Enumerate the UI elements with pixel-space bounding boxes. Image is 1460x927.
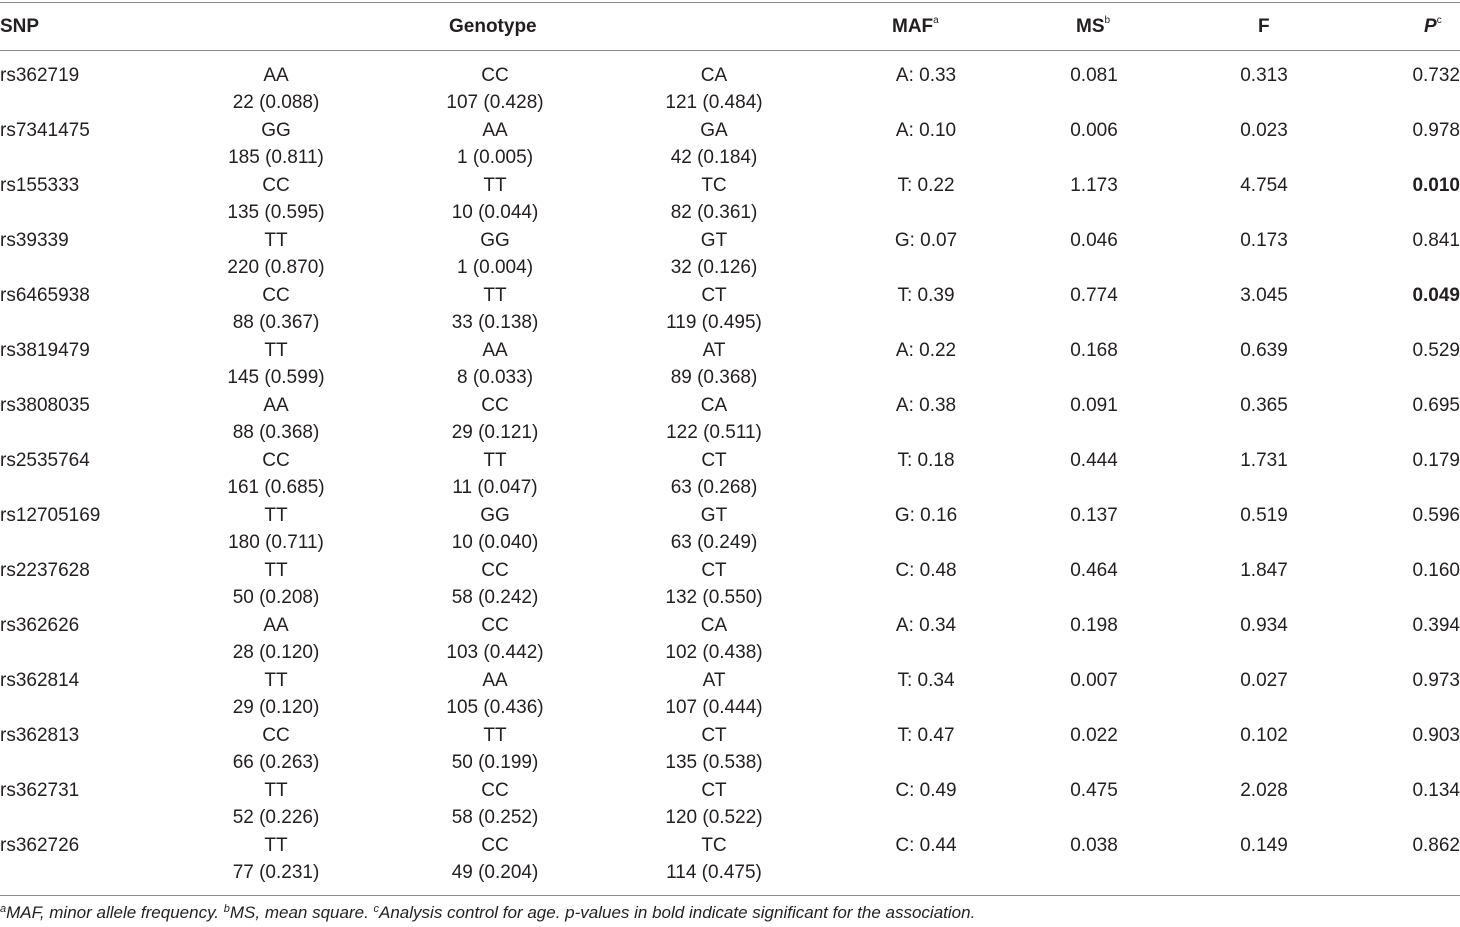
- genotype-1-label: TT: [264, 505, 288, 526]
- genotype-2-label: AA: [482, 120, 508, 141]
- ms-cell: 0.007: [1070, 670, 1118, 691]
- genotype-1-label: TT: [264, 230, 288, 251]
- f-cell: 0.519: [1240, 505, 1288, 526]
- genotype-3-count: 63 (0.249): [670, 532, 758, 553]
- genotype-3-count: 119 (0.495): [666, 312, 762, 333]
- genotype-2-count: 105 (0.436): [446, 697, 544, 718]
- snp-cell: rs362726: [0, 835, 80, 856]
- genotype-2-label: CC: [481, 615, 509, 636]
- snp-cell: rs362719: [0, 65, 80, 86]
- p-value-cell: 0.529: [1412, 340, 1460, 361]
- snp-cell: rs7341475: [0, 120, 90, 141]
- ms-cell: 0.081: [1070, 65, 1118, 86]
- table-footnote: [0, 903, 975, 923]
- genotype-2-count: 33 (0.138): [451, 312, 539, 333]
- genotype-2-label: AA: [482, 670, 508, 691]
- genotype-3-label: CT: [701, 560, 727, 581]
- maf-cell: C: 0.49: [895, 780, 957, 801]
- genotype-3-count: 121 (0.484): [665, 92, 763, 113]
- footnote-c-text: Analysis control for age. p-values in bold indicate significant for the association.: [379, 903, 976, 922]
- genotype-3-label: GT: [700, 230, 728, 251]
- genotype-1-label: TT: [264, 670, 288, 691]
- ms-cell: 0.444: [1070, 450, 1118, 471]
- ms-cell: 0.091: [1070, 395, 1118, 416]
- f-cell: 0.173: [1240, 230, 1288, 251]
- genotype-2-count: 1 (0.004): [456, 257, 534, 278]
- maf-cell: T: 0.39: [897, 285, 955, 306]
- ms-cell: 0.137: [1070, 505, 1118, 526]
- genotype-1-count: 135 (0.595): [227, 202, 325, 223]
- genotype-2-count: 103 (0.442): [446, 642, 544, 663]
- genotype-3-count: 120 (0.522): [665, 807, 763, 828]
- footnote-b-mark: b: [223, 903, 230, 915]
- f-cell: 1.847: [1240, 560, 1288, 581]
- genotype-1-label: CC: [262, 285, 290, 306]
- table-row: [0, 557, 1460, 612]
- table-header-rule: [0, 50, 1460, 51]
- genotype-2-label: GG: [480, 505, 510, 526]
- genotype-3-label: CA: [700, 615, 728, 636]
- ms-cell: 0.038: [1070, 835, 1118, 856]
- maf-cell: T: 0.22: [897, 175, 955, 196]
- genotype-1-count: 52 (0.226): [232, 807, 320, 828]
- table-row: [0, 502, 1460, 557]
- table-row: [0, 777, 1460, 832]
- table-row: [0, 392, 1460, 447]
- table-row: [0, 62, 1460, 117]
- f-cell: 0.365: [1240, 395, 1288, 416]
- snp-cell: rs362626: [0, 615, 80, 636]
- ms-cell: 0.475: [1070, 780, 1118, 801]
- genotype-3-label: GT: [700, 505, 728, 526]
- genotype-3-label: AT: [702, 670, 726, 691]
- table-row: [0, 832, 1460, 887]
- genotype-1-count: 77 (0.231): [232, 862, 320, 883]
- table-row: [0, 282, 1460, 337]
- snp-cell: rs362814: [0, 670, 80, 691]
- header-maf-footnote-mark: a: [933, 15, 939, 26]
- ms-cell: 0.774: [1070, 285, 1118, 306]
- genotype-1-count: 50 (0.208): [232, 587, 320, 608]
- snp-cell: rs2535764: [0, 450, 90, 471]
- p-value-cell: 0.049: [1412, 285, 1460, 306]
- table-row: [0, 667, 1460, 722]
- maf-cell: T: 0.47: [897, 725, 955, 746]
- genotype-2-count: 50 (0.199): [451, 752, 539, 773]
- genotype-2-count: 58 (0.242): [451, 587, 539, 608]
- genotype-2-count: 107 (0.428): [446, 92, 544, 113]
- genotype-1-label: CC: [262, 175, 290, 196]
- table-bottom-rule: [0, 895, 1460, 896]
- maf-cell: A: 0.22: [895, 340, 957, 361]
- maf-cell: G: 0.07: [894, 230, 958, 251]
- p-value-cell: 0.732: [1412, 65, 1460, 86]
- header-snp: SNP: [0, 16, 40, 37]
- header-maf: [892, 16, 939, 38]
- p-value-cell: 0.134: [1412, 780, 1460, 801]
- header-f: F: [1258, 16, 1270, 37]
- genotype-3-count: 107 (0.444): [665, 697, 763, 718]
- genotype-2-label: CC: [481, 560, 509, 581]
- f-cell: 0.313: [1240, 65, 1288, 86]
- f-cell: 0.934: [1240, 615, 1288, 636]
- maf-cell: A: 0.33: [895, 65, 957, 86]
- genotype-2-label: CC: [481, 395, 509, 416]
- genotype-3-count: 42 (0.184): [670, 147, 758, 168]
- genotype-1-count: 66 (0.263): [232, 752, 320, 773]
- p-value-cell: 0.973: [1412, 670, 1460, 691]
- footnote-c-mark: c: [373, 903, 380, 915]
- genotype-1-count: 185 (0.811): [228, 147, 324, 168]
- genotype-3-label: CT: [701, 725, 727, 746]
- genotype-3-label: CT: [701, 780, 727, 801]
- genotype-1-label: TT: [264, 340, 288, 361]
- table-header: [0, 0, 1460, 50]
- genotype-2-label: TT: [483, 175, 507, 196]
- genotype-3-label: CT: [701, 450, 727, 471]
- genotype-1-count: 29 (0.120): [232, 697, 320, 718]
- genotype-1-count: 88 (0.367): [232, 312, 320, 333]
- genotype-3-label: CA: [700, 65, 728, 86]
- genotype-2-label: CC: [481, 835, 509, 856]
- snp-cell: rs155333: [0, 175, 80, 196]
- snp-cell: rs39339: [0, 230, 69, 251]
- genotype-2-count: 29 (0.121): [451, 422, 539, 443]
- table-row: [0, 227, 1460, 282]
- genotype-3-count: 32 (0.126): [670, 257, 758, 278]
- f-cell: 0.023: [1240, 120, 1288, 141]
- genotype-1-label: AA: [263, 65, 289, 86]
- snp-cell: rs362731: [0, 780, 80, 801]
- p-value-cell: 0.160: [1412, 560, 1460, 581]
- genotype-1-count: 22 (0.088): [232, 92, 320, 113]
- genotype-2-count: 10 (0.040): [451, 532, 539, 553]
- genotype-3-label: CA: [700, 395, 728, 416]
- genotype-2-label: TT: [483, 285, 507, 306]
- genotype-1-label: TT: [264, 780, 288, 801]
- genotype-2-count: 58 (0.252): [451, 807, 539, 828]
- snp-cell: rs12705169: [0, 505, 101, 526]
- header-ms-footnote-mark: b: [1104, 15, 1111, 26]
- header-ms: [1076, 16, 1110, 38]
- genotype-1-count: 145 (0.599): [227, 367, 325, 388]
- p-value-cell: 0.903: [1412, 725, 1460, 746]
- genotype-3-count: 102 (0.438): [665, 642, 763, 663]
- genotype-1-count: 28 (0.120): [232, 642, 320, 663]
- genotype-3-count: 122 (0.511): [666, 422, 762, 443]
- p-value-cell: 0.841: [1412, 230, 1460, 251]
- maf-cell: G: 0.16: [894, 505, 958, 526]
- genotype-2-label: CC: [481, 65, 509, 86]
- header-p: [1424, 16, 1442, 38]
- ms-cell: 0.464: [1070, 560, 1118, 581]
- snp-cell: rs3808035: [0, 395, 90, 416]
- genotype-3-count: 132 (0.550): [665, 587, 763, 608]
- maf-cell: A: 0.10: [895, 120, 957, 141]
- genotype-2-count: 1 (0.005): [456, 147, 534, 168]
- genotype-1-label: AA: [263, 395, 289, 416]
- table-row: [0, 447, 1460, 502]
- f-cell: 1.731: [1240, 450, 1288, 471]
- genotype-3-label: TC: [701, 835, 727, 856]
- genotype-1-count: 220 (0.870): [227, 257, 325, 278]
- maf-cell: T: 0.34: [897, 670, 955, 691]
- genotype-3-count: 63 (0.268): [670, 477, 758, 498]
- header-ms-label: MS: [1076, 16, 1105, 37]
- genotype-1-count: 88 (0.368): [232, 422, 320, 443]
- p-value-cell: 0.695: [1412, 395, 1460, 416]
- ms-cell: 0.022: [1070, 725, 1118, 746]
- genotype-2-label: GG: [480, 230, 510, 251]
- genotype-3-count: 135 (0.538): [665, 752, 763, 773]
- genotype-3-count: 89 (0.368): [670, 367, 758, 388]
- genotype-2-label: AA: [482, 340, 508, 361]
- genotype-1-count: 180 (0.711): [228, 532, 324, 553]
- genotype-1-count: 161 (0.685): [227, 477, 325, 498]
- genotype-3-count: 114 (0.475): [666, 862, 762, 883]
- header-p-footnote-mark: c: [1436, 15, 1442, 26]
- genotype-2-label: TT: [483, 725, 507, 746]
- footnote-a-text: MAF, minor allele frequency.: [6, 903, 224, 922]
- f-cell: 0.102: [1240, 725, 1288, 746]
- ms-cell: 0.168: [1070, 340, 1118, 361]
- genotype-2-label: TT: [483, 450, 507, 471]
- genotype-2-count: 49 (0.204): [451, 862, 539, 883]
- p-value-cell: 0.862: [1412, 835, 1460, 856]
- p-value-cell: 0.596: [1412, 505, 1460, 526]
- genotype-2-label: CC: [481, 780, 509, 801]
- footnote-b-text: MS, mean square.: [229, 903, 374, 922]
- genotype-3-label: TC: [701, 175, 727, 196]
- f-cell: 0.639: [1240, 340, 1288, 361]
- f-cell: 0.027: [1240, 670, 1288, 691]
- maf-cell: T: 0.18: [897, 450, 955, 471]
- p-value-cell: 0.978: [1412, 120, 1460, 141]
- genotype-1-label: AA: [263, 615, 289, 636]
- genotype-1-label: CC: [262, 725, 290, 746]
- table-row: [0, 722, 1460, 777]
- maf-cell: A: 0.38: [895, 395, 957, 416]
- p-value-cell: 0.010: [1412, 175, 1460, 196]
- header-genotype: Genotype: [449, 16, 537, 37]
- genotype-1-label: GG: [261, 120, 291, 141]
- table-row: [0, 172, 1460, 227]
- header-p-label: P: [1424, 16, 1437, 37]
- maf-cell: A: 0.34: [895, 615, 957, 636]
- footnote-a-mark: a: [0, 903, 7, 915]
- genotype-3-label: AT: [702, 340, 726, 361]
- genotype-3-label: CT: [701, 285, 727, 306]
- maf-cell: C: 0.44: [895, 835, 957, 856]
- table-row: [0, 117, 1460, 172]
- p-value-cell: 0.179: [1412, 450, 1460, 471]
- snp-cell: rs6465938: [0, 285, 90, 306]
- f-cell: 2.028: [1240, 780, 1288, 801]
- ms-cell: 0.046: [1070, 230, 1118, 251]
- f-cell: 3.045: [1240, 285, 1288, 306]
- genotype-3-count: 82 (0.361): [670, 202, 758, 223]
- table-body: [0, 62, 1460, 887]
- table-row: [0, 612, 1460, 667]
- header-maf-label: MAF: [892, 16, 934, 37]
- ms-cell: 0.006: [1070, 120, 1118, 141]
- genotype-1-label: CC: [262, 450, 290, 471]
- genotype-3-label: GA: [700, 120, 728, 141]
- genotype-2-count: 8 (0.033): [456, 367, 534, 388]
- f-cell: 0.149: [1240, 835, 1288, 856]
- snp-cell: rs3819479: [0, 340, 90, 361]
- genotype-1-label: TT: [264, 835, 288, 856]
- maf-cell: C: 0.48: [895, 560, 957, 581]
- snp-cell: rs362813: [0, 725, 80, 746]
- ms-cell: 0.198: [1070, 615, 1118, 636]
- genotype-2-count: 11 (0.047): [452, 477, 538, 498]
- genotype-2-count: 10 (0.044): [451, 202, 539, 223]
- snp-cell: rs2237628: [0, 560, 90, 581]
- ms-cell: 1.173: [1070, 175, 1118, 196]
- f-cell: 4.754: [1240, 175, 1288, 196]
- genotype-1-label: TT: [264, 560, 288, 581]
- p-value-cell: 0.394: [1412, 615, 1460, 636]
- table-row: [0, 337, 1460, 392]
